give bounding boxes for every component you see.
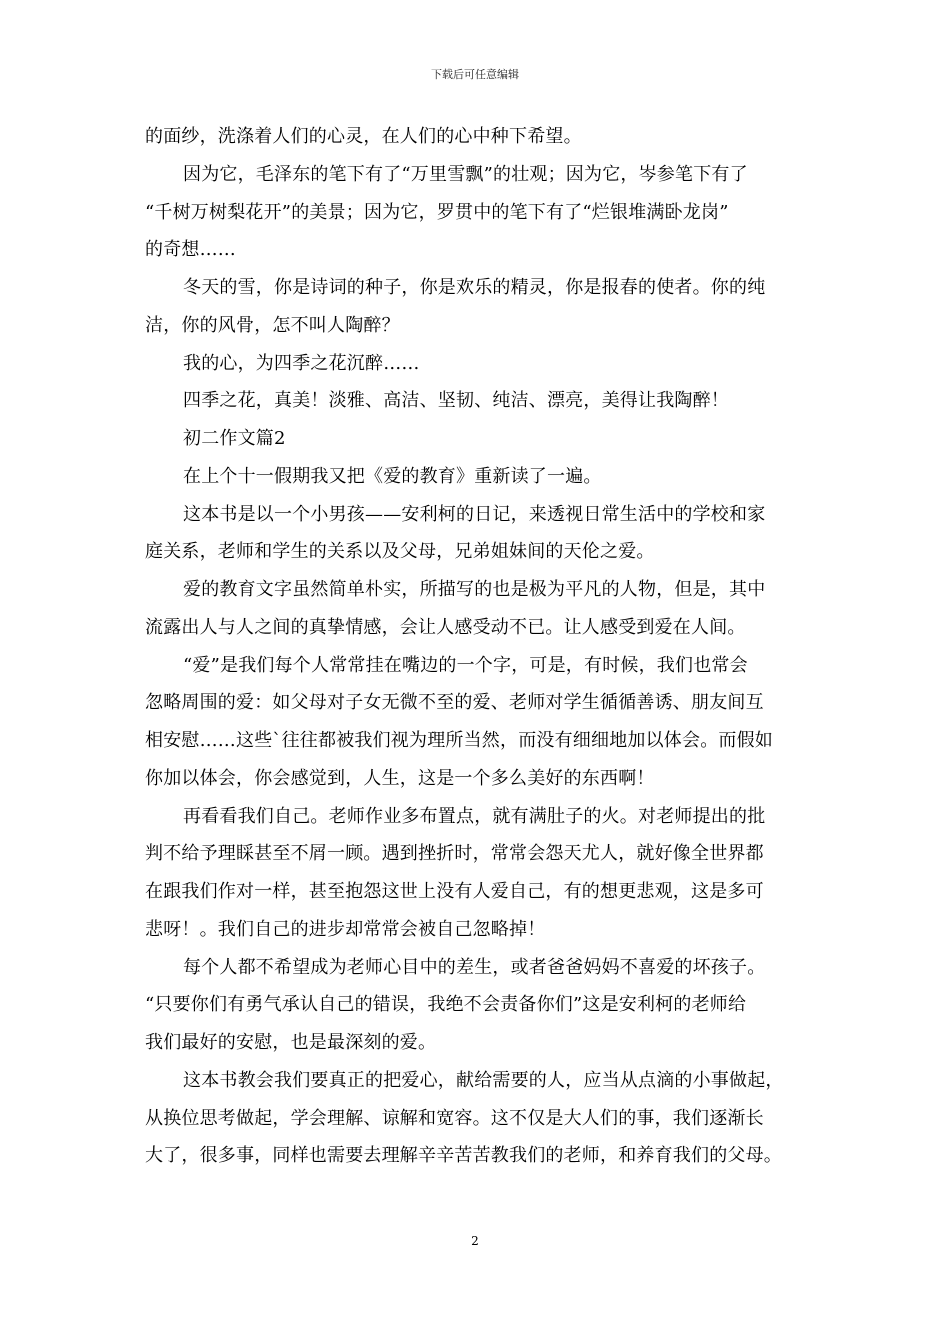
text-line: 判不给予理睬甚至不屑一顾。遇到挫折时，常常会怨天尤人，就好像全世界都 (145, 843, 764, 865)
text-line: 相安慰……这些`往往都被我们视为理所当然，而没有细细地加以体会。而假如 (145, 730, 773, 751)
text-line: 我们最好的安慰，也是最深刻的爱。 (145, 1032, 437, 1053)
page-number: 2 (471, 1234, 479, 1248)
paragraph-start-line: 这本书教会我们要真正的把爱心，献给需要的人，应当从点滴的小事做起， (183, 1069, 784, 1091)
paragraph-start-line: 因为它，毛泽东的笔下有了“万里雪飘”的壮观；因为它，岑参笔下有了 (183, 163, 748, 185)
text-line: 忽略周围的爱：如父母对子女无微不至的爱、老师对学生循循善诱、朋友间互 (145, 692, 764, 714)
text-line: 大了，很多事，同样也需要去理解辛辛苦苦教我们的老师，和养育我们的父母。 (145, 1145, 782, 1167)
paragraph-start-line: 四季之花，真美！淡雅、高洁、坚韧、纯洁、漂亮，美得让我陶醉！ (183, 390, 729, 412)
text-line: 悲呀！。我们自己的进步却常常会被自己忽略掉！ (145, 918, 546, 940)
body-text (145, 118, 817, 1175)
text-line: 在跟我们作对一样，甚至抱怨这世上没有人爱自己，有的想更悲观，这是多可 (145, 881, 764, 902)
paragraph-start-line: “爱”是我们每个人常常挂在嘴边的一个字，可是，有时候，我们也常会 (183, 654, 748, 676)
paragraph-start-line: 再看看我们自己。老师作业多布置点，就有满肚子的火。对老师提出的批 (183, 805, 766, 827)
paragraph-start-line: 在上个十一假期我又把《爱的教育》重新读了一遍。 (183, 465, 602, 487)
page-header: 下载后可任意编辑 (431, 68, 519, 81)
text-line: 洁，你的风骨，怎不叫人陶醉？ (145, 314, 400, 336)
paragraph-start-line: 爱的教育文字虽然简单朴实，所描写的也是极为平凡的人物，但是，其中 (183, 579, 766, 600)
text-line: “只要你们有勇气承认自己的错误，我绝不会责备你们”这是安利柯的老师给 (145, 994, 747, 1016)
paragraph-start-line: 每个人都不希望成为老师心目中的差生，或者爸爸妈妈不喜爱的坏孩子。 (183, 956, 766, 978)
text-line: 流露出人与人之间的真挚情感，会让人感受动不已。让人感受到爱在人间。 (145, 616, 746, 638)
paragraph-start-line: 我的心，为四季之花沉醉…… (183, 352, 420, 374)
text-line: 的奇想…… (145, 239, 236, 261)
paragraph-start-line: 这本书是以一个小男孩——安利柯的日记，来透视日常生活中的学校和家 (183, 503, 766, 525)
text-line: 庭关系，老师和学生的关系以及父母，兄弟姐妹间的天伦之爱。 (145, 541, 655, 563)
section-heading: 初二作文篇2 (183, 428, 286, 449)
text-line: 你加以体会，你会感觉到，人生，这是一个多么美好的东西啊！ (145, 767, 655, 789)
paragraph-start-line: 冬天的雪，你是诗词的种子，你是欢乐的精灵，你是报春的使者。你的纯 (183, 277, 766, 298)
text-line: 从换位思考做起，学会理解、谅解和宽容。这不仅是大人们的事，我们逐渐长 (145, 1107, 764, 1129)
text-line: 的面纱，洗涤着人们的心灵，在人们的心中种下希望。 (145, 126, 582, 147)
text-line: “千树万树梨花开”的美景；因为它，罗贯中的笔下有了“烂银堆满卧龙岗” (145, 201, 729, 223)
